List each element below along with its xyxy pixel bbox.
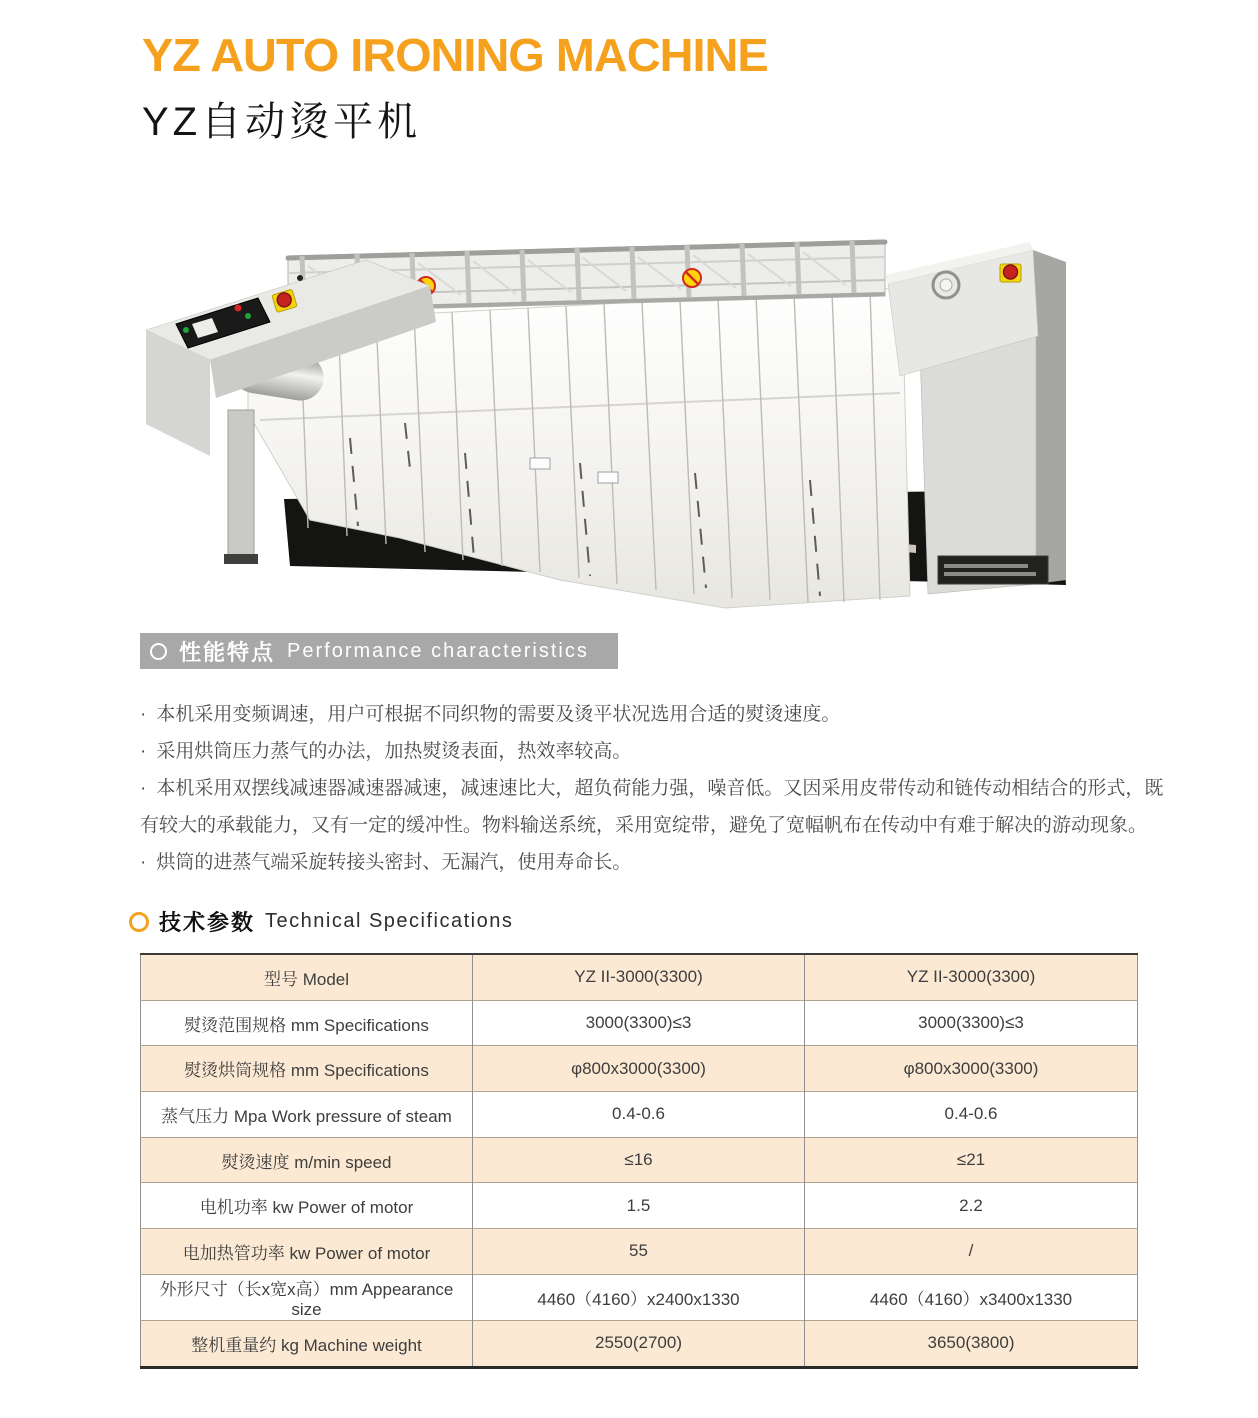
list-item [140,770,1164,844]
table-row [141,1274,1138,1320]
machine-photo [140,228,1105,613]
table-row [141,1137,1138,1183]
spec-label: 熨烫速度 m/min speed [141,1137,473,1183]
warning-sticker-icon [683,269,701,287]
emergency-stop-icon [1000,264,1021,282]
spec-value: 0.4-0.6 [805,1092,1138,1138]
bullet-text: 本机采用变频调速，用户可根据不同织物的需要及烫平状况选用合适的熨烫速度。 [156,704,841,725]
list-item [140,844,1164,881]
spec-value: 3000(3300)≤3 [473,1000,805,1046]
page-title-en: YZ AUTO IRONING MACHINE [142,29,768,81]
table-row [141,1092,1138,1138]
table-row [141,954,1138,1000]
specs-section-header [129,906,513,937]
spec-value: 0.4-0.6 [473,1092,805,1138]
spec-value: 2550(2700) [473,1320,805,1367]
spec-value: YZ II-3000(3300) [473,954,805,1000]
spec-label: 型号 Model [263,969,350,989]
spec-value: 55 [473,1229,805,1275]
spec-label: 熨烫烘筒规格 mm Specifications [141,1046,473,1092]
spec-value: φ800x3000(3300) [805,1046,1138,1092]
bullet-dot: · [140,704,147,725]
table-row [141,1046,1138,1092]
spec-value: ≤21 [805,1137,1138,1183]
spec-value: 3000(3300)≤3 [805,1000,1138,1046]
bullet-text: 烘筒的进蒸气端采旋转接头密封、无漏汽，使用寿命长。 [156,852,632,873]
ring-icon [129,912,149,932]
table-row [141,1229,1138,1275]
specs-title-zh: 技术参数 [159,910,256,935]
spec-label: 熨烫范围规格 mm Specifications [141,1000,473,1046]
bullet-dot: · [140,778,147,799]
list-item [140,733,1164,770]
table-row [141,1320,1138,1367]
specs-table [140,953,1138,1369]
bullet-text: 采用烘筒压力蒸气的办法，加热熨烫表面，热效率较高。 [156,741,632,762]
spec-value: 3650(3800) [805,1320,1138,1367]
spec-value: 4460（4160）x2400x1330 [473,1274,805,1320]
spec-value: ≤16 [473,1137,805,1183]
spec-value: YZ II-3000(3300) [805,954,1138,1000]
spec-value: 4460（4160）x3400x1330 [805,1274,1138,1320]
machine-nameplate [938,556,1048,584]
spec-label: 电加热管功率 kw Power of motor [141,1229,473,1275]
bullet-dot: · [140,852,147,873]
performance-bullet-list [140,696,1164,881]
page-title-zh: YZ自动烫平机 [142,100,422,144]
spec-value: 2.2 [805,1183,1138,1229]
table-row [141,1183,1138,1229]
spec-value: / [805,1229,1138,1275]
performance-title-en: Performance characteristics [287,639,589,662]
list-item [140,696,1164,733]
spec-value: 1.5 [473,1183,805,1229]
table-row [141,1000,1138,1046]
specs-title-en: Technical Specifications [265,910,514,932]
spec-label: 蒸气压力 Mpa Work pressure of steam [141,1092,473,1138]
ring-icon [150,643,167,660]
bullet-text: 本机采用双摆线减速器减速器减速，减速速比大，超负荷能力强，噪音低。又因采用皮带传动和链传动相结合的形式，既有较大的承载能力，又有一定的缓冲性。物料输送系统，采用宽绽带，避免了宽幅帆布在传动中有难于解决的游动现象。 [140,778,1164,836]
spec-label: 整机重量约 kg Machine weight [141,1320,473,1367]
performance-title-zh: 性能特点 [179,639,276,665]
bullet-dot: · [140,741,147,762]
spec-label: 外形尺寸（长x宽x高）mm Appearance size [141,1274,473,1320]
spec-value: φ800x3000(3300) [473,1046,805,1092]
performance-section-header [140,633,618,669]
spec-label: 电机功率 kw Power of motor [141,1183,473,1229]
